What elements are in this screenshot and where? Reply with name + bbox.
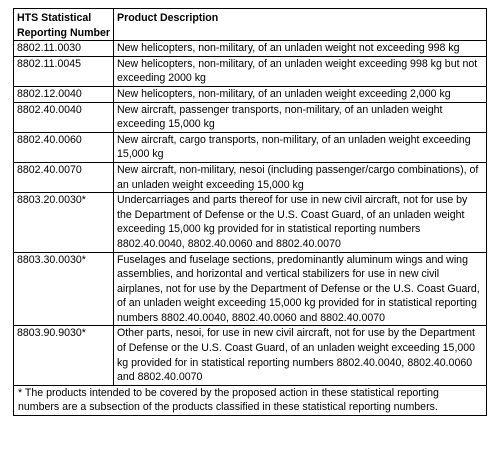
hts-code-cell: 8802.40.0060	[14, 132, 114, 162]
hts-code-cell: 8802.11.0030	[14, 41, 114, 57]
table-row	[14, 326, 487, 385]
description-cell: New aircraft, passenger transports, non-military, of an unladen weight exceeding 15,000 kg	[114, 102, 487, 132]
table-row	[14, 86, 487, 102]
hts-code-cell: 8802.40.0070	[14, 162, 114, 192]
description-cell: New aircraft, cargo transports, non-military, of an unladen weight exceeding 15,000 kg	[114, 132, 487, 162]
header-hts-number: HTS Statistical Reporting Number	[14, 9, 114, 41]
table-row	[14, 162, 487, 192]
table-row	[14, 56, 487, 86]
description-cell: New helicopters, non-military, of an unladen weight exceeding 2,000 kg	[114, 86, 487, 102]
hts-code-cell: 8803.90.9030*	[14, 326, 114, 385]
description-cell: New helicopters, non-military, of an unladen weight exceeding 998 kg but not exceeding 2000 kg	[114, 56, 487, 86]
hts-code-cell: 8802.40.0040	[14, 102, 114, 132]
description-cell: Fuselages and fuselage sections, predominantly aluminum wings and wing assemblies, and horizontal and vertical stabilizers for use in new civil airplanes, not for use by the Department of Defense or the U.S. Coast Guard, of an unladen weight exceeding 15,000 kg provided for in statistical reporting numbers 8802.40.0040, 8802.40.0060 and 8802.40.0070	[114, 252, 487, 326]
description-cell: Undercarriages and parts thereof for use in new civil aircraft, not for use by the Department of Defense or the U.S. Coast Guard, of an unladen weight exceeding 15,000 kg provided for in statistical reporting numbers 8802.40.0040, 8802.40.0060 and 8802.40.0070	[114, 193, 487, 252]
description-cell: New aircraft, non-military, nesoi (including passenger/cargo combinations), of an unladen weight exceeding 15,000 kg	[114, 162, 487, 192]
table-row	[14, 41, 487, 57]
description-cell: Other parts, nesoi, for use in new civil aircraft, not for use by the Department of Defense or the U.S. Coast Guard, of an unladen weight exceeding 15,000 kg provided for in statistical reporting numbers 8802.40.0040, 8802.40.0060 and 8802.40.0070	[114, 326, 487, 385]
hts-product-table	[13, 8, 487, 416]
hts-code-cell: 8803.20.0030*	[14, 193, 114, 252]
description-cell: New helicopters, non-military, of an unladen weight not exceeding 998 kg	[114, 41, 487, 57]
table-row	[14, 132, 487, 162]
table-header-row	[14, 9, 487, 41]
table-row	[14, 193, 487, 252]
table-footnote: * The products intended to be covered by the proposed action in these statistical reporting numbers are a subsection of the products classified in these statistical reporting numbers.	[14, 385, 487, 415]
table-row	[14, 102, 487, 132]
footnote-row	[14, 385, 487, 415]
table-row	[14, 252, 487, 326]
hts-code-cell: 8802.11.0045	[14, 56, 114, 86]
hts-code-cell: 8802.12.0040	[14, 86, 114, 102]
hts-code-cell: 8803.30.0030*	[14, 252, 114, 326]
header-product-description: Product Description	[114, 9, 487, 41]
